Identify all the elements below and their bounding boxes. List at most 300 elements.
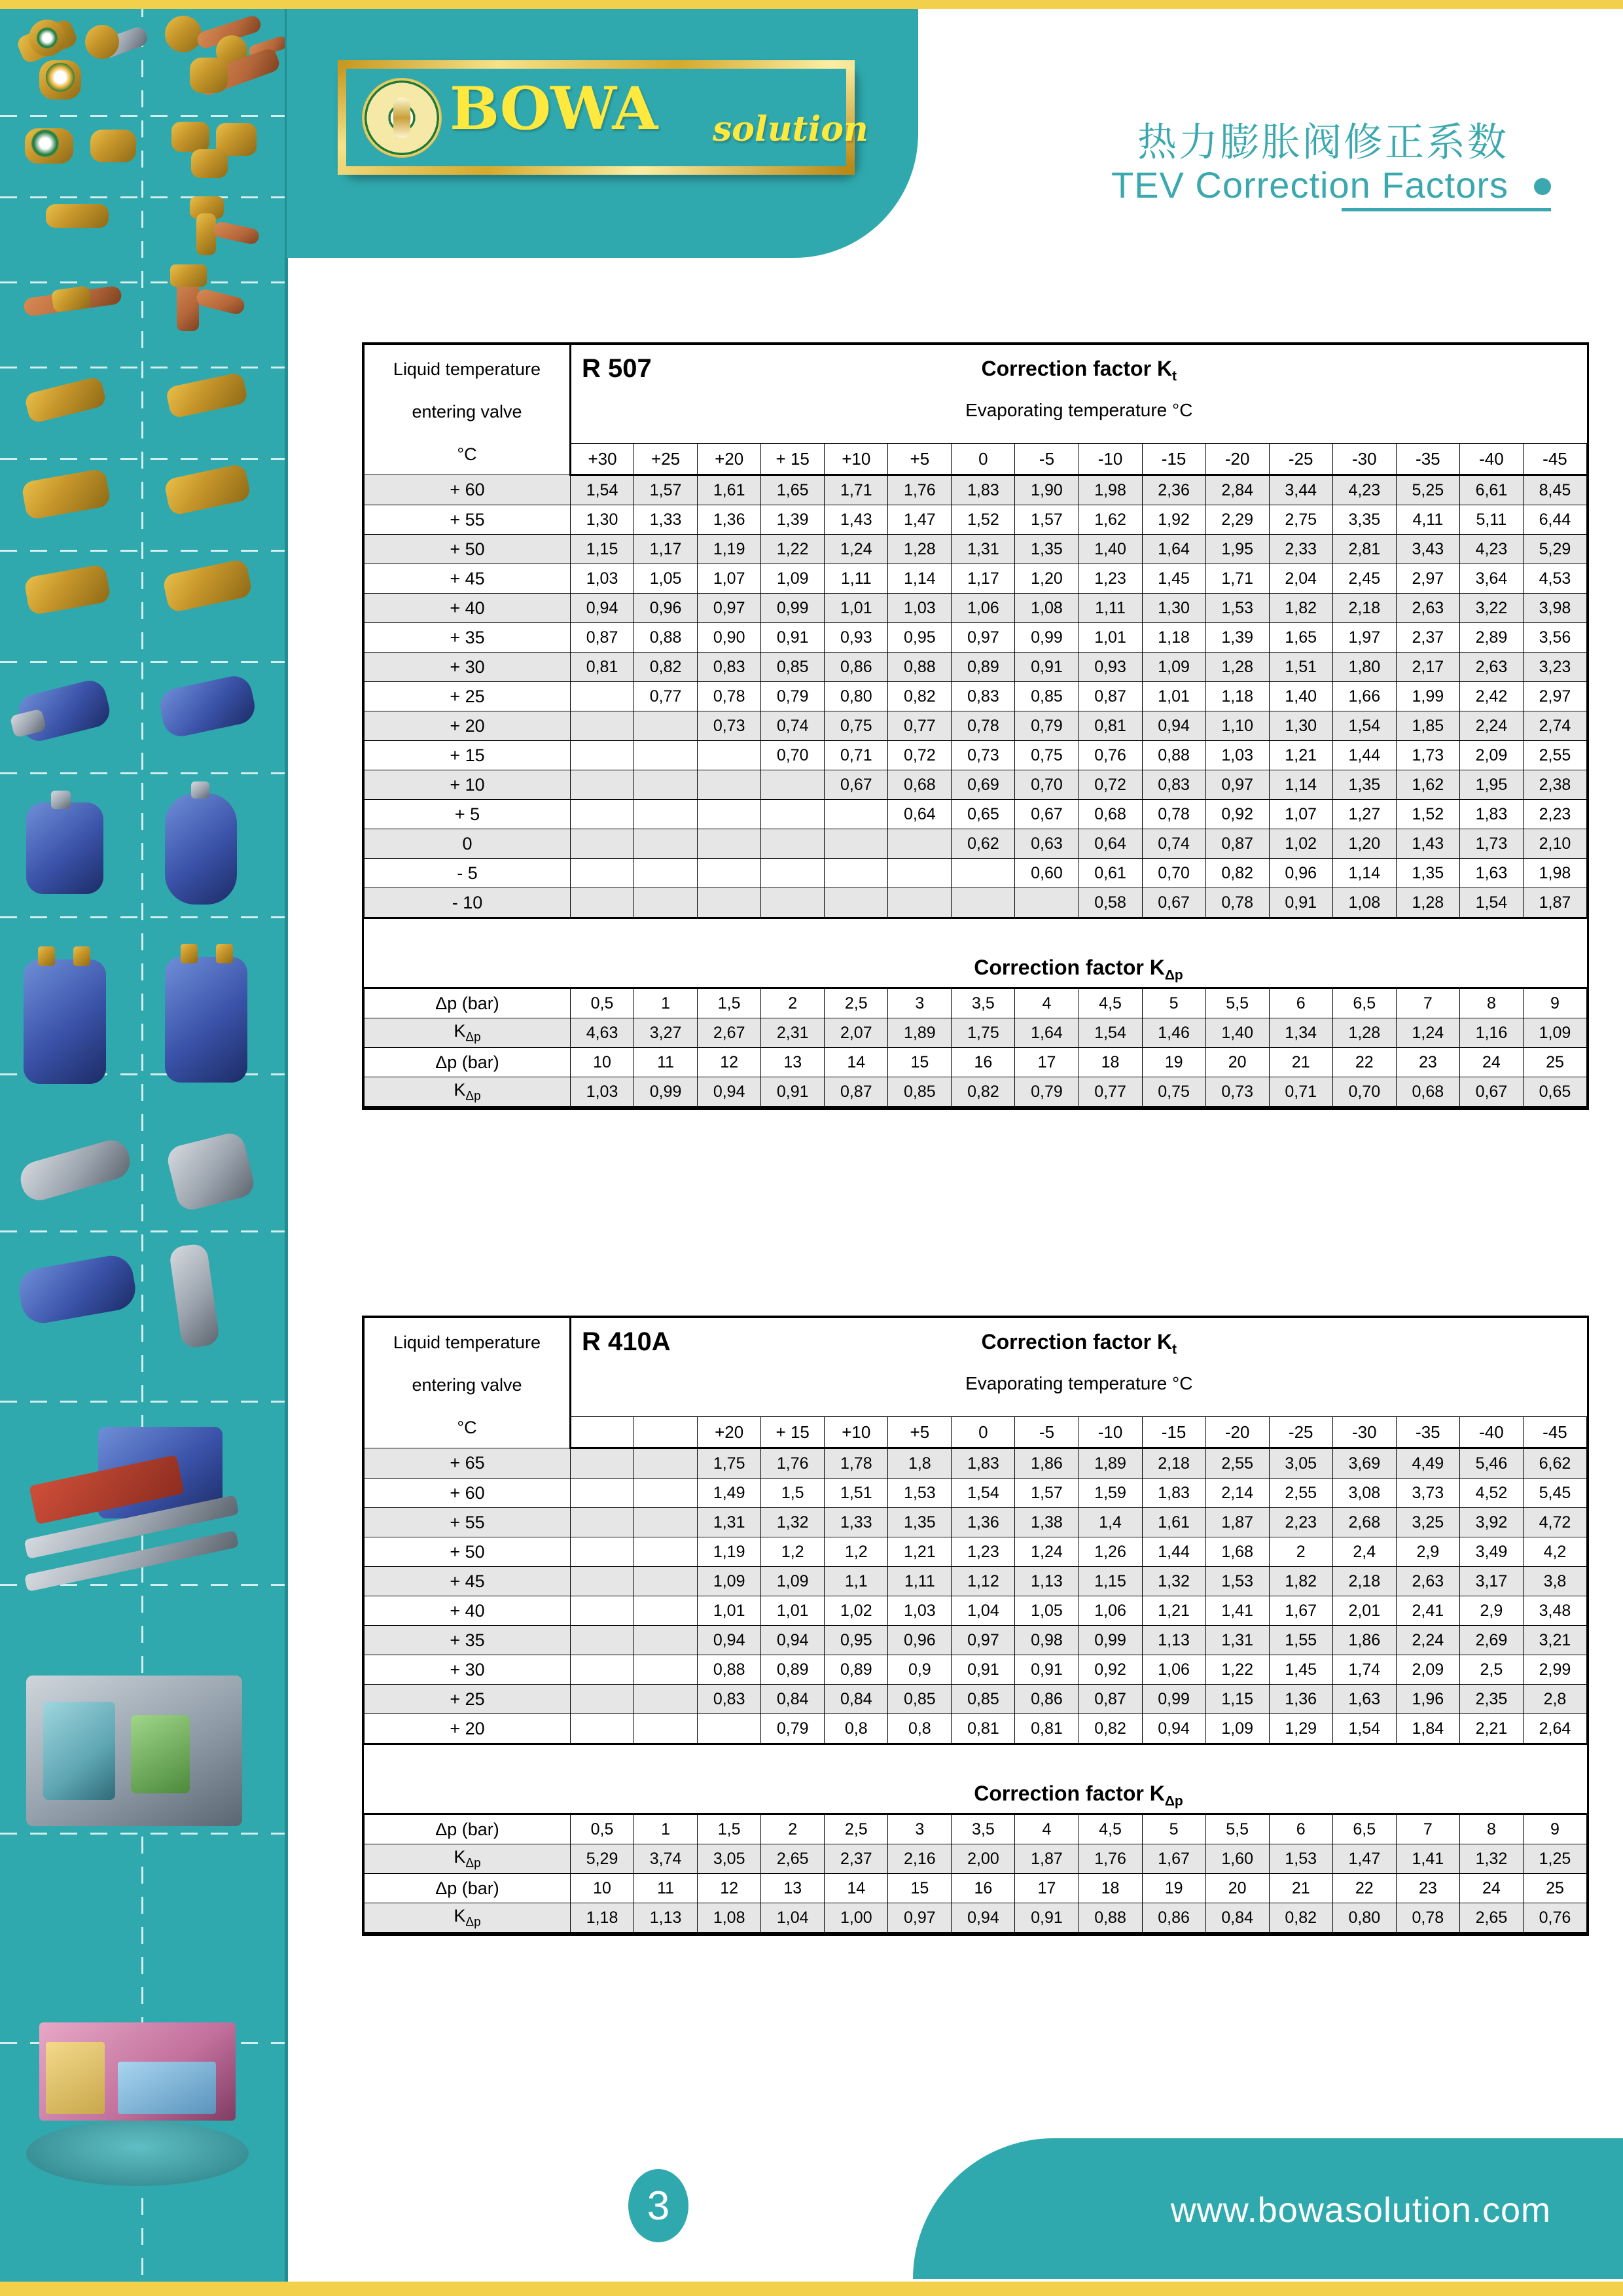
column-header: +10: [825, 444, 888, 475]
cell-kt-value: 2,14: [1205, 1479, 1269, 1508]
cell-kt-value: 0,75: [1015, 741, 1079, 770]
cell-kdp-value: 6,5: [1332, 1814, 1396, 1844]
cell-kt-value: 1,4: [1079, 1508, 1142, 1537]
cell-kdp-value: 3,5: [952, 1814, 1015, 1844]
cell-kt-value: [698, 829, 761, 859]
cell-kdp-value: 4,5: [1079, 1814, 1142, 1844]
cell-kt-value: 1,55: [1269, 1626, 1332, 1655]
kdp-title-row: [365, 1744, 1587, 1814]
column-header: -10: [1079, 444, 1142, 475]
cell-kdp-value: 1,54: [1079, 1018, 1142, 1048]
cell-kt-value: 1,30: [1142, 594, 1205, 623]
cell-kt-value: [571, 741, 634, 770]
cell-kdp-value: 18: [1079, 1874, 1142, 1903]
cell-kt-value: 2,55: [1205, 1448, 1269, 1479]
cell-kt-value: 0,73: [952, 741, 1015, 770]
table-row: [365, 505, 1587, 535]
column-header: +25: [634, 444, 698, 475]
cell-kt-value: 1,13: [1015, 1567, 1079, 1596]
cell-kt-value: 0,98: [1015, 1626, 1079, 1655]
product-render-accumulator: [165, 957, 247, 1083]
product-render-port: [181, 944, 198, 963]
cell-kt-value: 1,03: [888, 1596, 952, 1626]
sight-glass-lens-icon: [46, 63, 75, 92]
cell-kt-value: 0,67: [825, 770, 888, 800]
cell-kt-value: 1,82: [1269, 1567, 1332, 1596]
row-label-liquid-temp: + 10: [365, 770, 571, 800]
cell-kt-value: 1,95: [1459, 770, 1523, 800]
column-header: -10: [1079, 1417, 1142, 1448]
cell-kt-value: 1,53: [1205, 594, 1269, 623]
cell-kt-value: 1,32: [1142, 1567, 1205, 1596]
cell-kt-value: 1,73: [1459, 829, 1523, 859]
cell-kt-value: 0,78: [1205, 888, 1269, 918]
row-label-liquid-temp: + 40: [365, 1596, 571, 1626]
cell-kt-value: [888, 888, 952, 918]
product-render-container-module: [46, 2042, 105, 2114]
cell-kt-value: 1,87: [1523, 888, 1586, 918]
table-row: [365, 741, 1587, 770]
cell-kdp-value: 10: [571, 1874, 634, 1903]
cell-kt-value: 2,4: [1332, 1537, 1396, 1567]
cell-kt-value: 3,17: [1459, 1567, 1523, 1596]
cell-kt-value: 3,23: [1523, 653, 1586, 682]
table-row: [365, 888, 1587, 918]
cell-kt-value: 3,49: [1459, 1537, 1523, 1567]
cell-kt-value: 1,45: [1142, 564, 1205, 594]
cell-kt-value: 0,83: [698, 1685, 761, 1714]
cell-kt-value: [952, 888, 1015, 918]
cell-kt-value: 4,23: [1332, 475, 1396, 505]
cell-kt-value: 1,54: [1459, 888, 1523, 918]
table-row: [365, 682, 1587, 711]
cell-kt-value: [698, 770, 761, 800]
kdp-title-cell: [571, 1744, 1587, 1814]
cell-kt-value: 1,86: [1015, 1448, 1079, 1479]
cell-kt-value: [571, 682, 634, 711]
cell-kt-value: 1,18: [1142, 623, 1205, 653]
cell-kt-value: 0,90: [698, 623, 761, 653]
cell-kt-value: 0,70: [761, 741, 825, 770]
cell-kdp-value: 1,18: [571, 1903, 634, 1933]
cell-kt-value: 0,74: [761, 711, 825, 741]
cell-kt-value: 1,90: [1015, 475, 1079, 505]
logo-tagline: solution: [713, 109, 868, 149]
cell-kdp-value: 11: [634, 1048, 698, 1077]
kdp-title-cell: [571, 918, 1587, 988]
cell-kdp-value: 0,97: [888, 1903, 952, 1933]
table-row: [365, 1567, 1587, 1596]
cell-kdp-value: 0,5: [571, 988, 634, 1018]
cell-kt-value: 2,64: [1523, 1714, 1586, 1744]
cell-kt-value: 0,96: [634, 594, 698, 623]
cell-kt-value: 0,91: [1015, 653, 1079, 682]
cell-kt-value: 1,53: [888, 1479, 952, 1508]
cell-kt-value: 1,15: [1079, 1567, 1142, 1596]
cell-kdp-value: 9: [1523, 988, 1586, 1018]
cell-kt-value: 1,19: [698, 535, 761, 564]
cell-kt-value: 2,8: [1523, 1685, 1586, 1714]
cell-kdp-value: 11: [634, 1874, 698, 1903]
cell-kt-value: 0,84: [825, 1685, 888, 1714]
cell-kt-value: 2,37: [1396, 623, 1459, 653]
cell-kdp-value: 1,5: [698, 988, 761, 1018]
cell-kt-value: 1,22: [1205, 1655, 1269, 1685]
cell-kt-value: [888, 859, 952, 888]
cell-kt-value: [698, 800, 761, 829]
cell-kdp-value: 13: [761, 1874, 825, 1903]
cell-kt-value: 3,92: [1459, 1508, 1523, 1537]
cell-kt-value: 0,82: [1205, 859, 1269, 888]
header-brand-panel: [287, 9, 918, 258]
cell-kdp-value: 21: [1269, 1048, 1332, 1077]
cell-kt-value: [571, 1685, 634, 1714]
cell-kt-value: 2,63: [1396, 594, 1459, 623]
cell-kt-value: [571, 859, 634, 888]
cell-kt-value: [698, 741, 761, 770]
cell-kt-value: 0,79: [761, 682, 825, 711]
cell-kt-value: 4,53: [1523, 564, 1586, 594]
cell-kdp-value: 0,77: [1079, 1077, 1142, 1107]
cell-kdp-value: 1: [634, 988, 698, 1018]
cell-kt-value: 2,55: [1523, 741, 1586, 770]
table-row: [365, 535, 1587, 564]
sidebar-grid-hline: [0, 916, 287, 918]
product-render-sight-glass: [165, 16, 202, 52]
cell-kt-value: 2,29: [1205, 505, 1269, 535]
cell-kt-value: 2,41: [1396, 1596, 1459, 1626]
cell-kdp-value: 3,05: [698, 1844, 761, 1874]
table-row: [365, 800, 1587, 829]
cell-kt-value: [571, 711, 634, 741]
cell-kt-value: [571, 1714, 634, 1744]
product-render-receiver: [165, 793, 237, 905]
product-render-sight-glass: [85, 25, 119, 59]
cell-kt-value: 0,95: [825, 1626, 888, 1655]
cell-kt-value: 0,89: [825, 1655, 888, 1685]
product-render-copper-tube: [212, 221, 260, 245]
page-number: 3: [647, 2183, 670, 2229]
cell-kt-value: 1,11: [825, 564, 888, 594]
cell-kdp-value: 0,82: [952, 1077, 1015, 1107]
cell-kt-value: 2,84: [1205, 475, 1269, 505]
cell-kdp-value: 1: [634, 1814, 698, 1844]
product-render-copper-tube: [195, 287, 246, 315]
cell-kt-value: 1,44: [1142, 1537, 1205, 1567]
cell-kt-value: 1,44: [1332, 741, 1396, 770]
row-label-liquid-temp: + 60: [365, 475, 571, 505]
cell-kt-value: 1,03: [571, 564, 634, 594]
product-render-valve: [165, 372, 248, 419]
cell-kdp-value: 3: [888, 988, 952, 1018]
correction-factor-kdp-label: Correction factor $K_{\Delta p}$: [974, 1781, 1183, 1808]
row-label-liquid-temp: + 45: [365, 564, 571, 594]
product-render-oil-separator: [16, 1252, 139, 1326]
column-header: -5: [1015, 1417, 1079, 1448]
cell-kdp-value: 20: [1205, 1048, 1269, 1077]
column-header: -45: [1523, 444, 1586, 475]
column-header: 0: [952, 1417, 1015, 1448]
cell-kdp-value: 1,00: [825, 1903, 888, 1933]
row-label-liquid-temp: + 40: [365, 594, 571, 623]
product-render-connector: [46, 204, 109, 228]
cell-kt-value: 5,29: [1523, 535, 1586, 564]
cell-kt-value: 1,43: [1396, 829, 1459, 859]
cell-kt-value: 0,88: [698, 1655, 761, 1685]
cell-kt-value: 2,23: [1269, 1508, 1332, 1537]
cell-kt-value: [571, 1448, 634, 1479]
cell-kt-value: 4,52: [1459, 1479, 1523, 1508]
cell-kdp-value: 1,67: [1142, 1844, 1205, 1874]
cell-kdp-value: 2,31: [761, 1018, 825, 1048]
top-accent-strip: [0, 0, 1623, 9]
cell-kt-value: [571, 1596, 634, 1626]
cell-kt-value: 2,68: [1332, 1508, 1396, 1537]
row-label-liquid-temp: + 15: [365, 741, 571, 770]
table-row: [365, 623, 1587, 653]
cell-kdp-value: 23: [1396, 1874, 1459, 1903]
cell-kt-value: [634, 1714, 698, 1744]
correction-factor-header: [571, 345, 1587, 444]
row-label-liquid-temp: + 50: [365, 1537, 571, 1567]
cell-kt-value: 1,57: [1015, 505, 1079, 535]
cell-kdp-value: 5,5: [1205, 988, 1269, 1018]
cell-kt-value: 1,28: [1396, 888, 1459, 918]
cell-kt-value: 6,62: [1523, 1448, 1586, 1479]
column-header: -15: [1142, 1417, 1205, 1448]
cell-kt-value: 1,85: [1396, 711, 1459, 741]
cell-kt-value: 1,98: [1523, 859, 1586, 888]
cell-kdp-value: 1,03: [571, 1077, 634, 1107]
cell-kt-value: [761, 770, 825, 800]
cell-kt-value: 0,99: [1142, 1685, 1205, 1714]
cell-kt-value: 1,66: [1332, 682, 1396, 711]
row-label-liquid-temp: + 20: [365, 711, 571, 741]
product-render-cap: [191, 149, 228, 178]
table-row: [365, 859, 1587, 888]
cell-kt-value: 5,11: [1459, 505, 1523, 535]
cell-kt-value: 0,85: [888, 1685, 952, 1714]
cell-kt-value: 3,48: [1523, 1596, 1586, 1626]
cell-kt-value: [761, 829, 825, 859]
cell-kt-value: 0,97: [952, 623, 1015, 653]
cell-kt-value: 0,85: [952, 1685, 1015, 1714]
cell-kt-value: 1,05: [1015, 1596, 1079, 1626]
cell-kt-value: 1,14: [888, 564, 952, 594]
cell-kdp-value: 15: [888, 1874, 952, 1903]
cell-kdp-value: 1,41: [1396, 1844, 1459, 1874]
cell-kt-value: [634, 1626, 698, 1655]
cell-kdp-value: 0,84: [1205, 1903, 1269, 1933]
cell-kt-value: [571, 800, 634, 829]
cell-kdp-value: 4: [1015, 1814, 1079, 1844]
cell-kdp-value: 9: [1523, 1814, 1586, 1844]
kdp-row-label: $K_{\Delta p}$: [365, 1018, 571, 1048]
cell-kt-value: [571, 1479, 634, 1508]
cell-kt-value: 1,92: [1142, 505, 1205, 535]
cell-kt-value: 1,09: [698, 1567, 761, 1596]
cell-kt-value: 0,77: [634, 682, 698, 711]
cell-kt-value: 1,8: [888, 1448, 952, 1479]
cell-kt-value: 1,36: [698, 505, 761, 535]
cell-kt-value: 0,79: [1015, 711, 1079, 741]
kdp-row: [365, 1903, 1587, 1933]
cell-kt-value: 1,30: [571, 505, 634, 535]
cell-kdp-value: 0,78: [1396, 1903, 1459, 1933]
kdp-row: [365, 1844, 1587, 1874]
table-row: [365, 653, 1587, 682]
cell-kdp-value: 0,75: [1142, 1077, 1205, 1107]
cell-kt-value: 2,04: [1269, 564, 1332, 594]
cell-kt-value: [634, 800, 698, 829]
cell-kt-value: [761, 859, 825, 888]
column-header: + 15: [761, 1417, 825, 1448]
cell-kt-value: 1,95: [1205, 535, 1269, 564]
product-image-sidebar: [0, 0, 287, 2296]
cell-kdp-value: 12: [698, 1048, 761, 1077]
cell-kt-value: 1,06: [1079, 1596, 1142, 1626]
cell-kt-value: 1,39: [761, 505, 825, 535]
footer-website-url[interactable]: www.bowasolution.com: [1170, 2191, 1551, 2230]
r410a-table: [364, 1318, 1587, 1934]
sidebar-grid-hline: [0, 772, 287, 774]
cell-kt-value: 2,81: [1332, 535, 1396, 564]
cell-kdp-value: 1,08: [698, 1903, 761, 1933]
row-label-liquid-temp: + 35: [365, 623, 571, 653]
cell-kt-value: 1,99: [1396, 682, 1459, 711]
cell-kt-value: 1,74: [1332, 1655, 1396, 1685]
cell-kdp-value: 0,68: [1396, 1077, 1459, 1107]
cell-kt-value: 2,42: [1459, 682, 1523, 711]
kdp-row-label: Δp (bar): [365, 1814, 571, 1844]
cell-kt-value: 1,35: [888, 1508, 952, 1537]
cell-kdp-value: 25: [1523, 1874, 1586, 1903]
cell-kt-value: 2,09: [1396, 1655, 1459, 1685]
cell-kt-value: 1,02: [825, 1596, 888, 1626]
liquid-temp-line1: Liquid temperature: [393, 1333, 541, 1352]
kdp-row-label: $K_{\Delta p}$: [365, 1077, 571, 1107]
row-label-liquid-temp: + 65: [365, 1448, 571, 1479]
cell-kt-value: 3,44: [1269, 475, 1332, 505]
cell-kdp-value: 0,88: [1079, 1903, 1142, 1933]
cell-kt-value: 0,74: [1142, 829, 1205, 859]
cell-kt-value: 1,35: [1015, 535, 1079, 564]
liquid-temp-line2: entering valve: [412, 1375, 522, 1395]
cell-kt-value: 1,23: [952, 1537, 1015, 1567]
cell-kt-value: 1,54: [1332, 1714, 1396, 1744]
sidebar-grid-hline: [0, 281, 287, 283]
sidebar-grid-vline: [141, 0, 143, 2296]
cell-kdp-value: 8: [1459, 988, 1523, 1018]
product-render-valve-port: [191, 781, 209, 798]
cell-kt-value: 1,98: [1079, 475, 1142, 505]
cell-kdp-value: 0,94: [952, 1903, 1015, 1933]
sidebar-grid-hline: [0, 1401, 287, 1403]
cell-kt-value: 1,07: [1269, 800, 1332, 829]
cell-kt-value: 3,56: [1523, 623, 1586, 653]
cell-kt-value: 6,61: [1459, 475, 1523, 505]
cell-kdp-value: 1,46: [1142, 1018, 1205, 1048]
cell-kdp-value: 2: [761, 1814, 825, 1844]
cell-kt-value: 1,75: [698, 1448, 761, 1479]
sidebar-grid-hline: [0, 661, 287, 663]
cell-kdp-value: 4: [1015, 988, 1079, 1018]
cell-kt-value: [634, 829, 698, 859]
cell-kt-value: 0,94: [761, 1626, 825, 1655]
cell-kt-value: 2,18: [1142, 1448, 1205, 1479]
table-r507: [362, 342, 1589, 1110]
cell-kdp-value: 0,85: [888, 1077, 952, 1107]
column-header: 0: [952, 444, 1015, 475]
cell-kt-value: 0,96: [1269, 859, 1332, 888]
kdp-row-label: $K_{\Delta p}$: [365, 1903, 571, 1933]
product-render-cap: [171, 122, 209, 152]
cell-kt-value: 1,71: [1205, 564, 1269, 594]
cell-kdp-value: 5,5: [1205, 1814, 1269, 1844]
cell-kt-value: 1,21: [888, 1537, 952, 1567]
cell-kt-value: 1,62: [1396, 770, 1459, 800]
cell-kt-value: 2,24: [1396, 1626, 1459, 1655]
cell-kt-value: 1,51: [1269, 653, 1332, 682]
cell-kt-value: [698, 1714, 761, 1744]
cell-kdp-value: 19: [1142, 1048, 1205, 1077]
column-header: [571, 1417, 634, 1448]
cell-kt-value: 1,63: [1459, 859, 1523, 888]
medallion-core-icon: [393, 98, 410, 138]
product-render-port: [38, 946, 55, 966]
cell-kt-value: 1,17: [952, 564, 1015, 594]
cell-kt-value: [571, 1537, 634, 1567]
cell-kt-value: 1,38: [1015, 1508, 1079, 1537]
kdp-row-label: $K_{\Delta p}$: [365, 1844, 571, 1874]
cell-kt-value: 0,87: [1079, 1685, 1142, 1714]
cell-kt-value: 0,81: [1015, 1714, 1079, 1744]
cell-kt-value: 1,73: [1396, 741, 1459, 770]
table-row: [365, 1685, 1587, 1714]
cell-kt-value: 5,46: [1459, 1448, 1523, 1479]
cell-kdp-value: 0,70: [1332, 1077, 1396, 1107]
cell-kt-value: 2,63: [1396, 1567, 1459, 1596]
cell-kt-value: 0,95: [888, 623, 952, 653]
cell-kdp-value: 1,53: [1269, 1844, 1332, 1874]
sidebar-grid-hline: [0, 550, 287, 552]
column-header: -30: [1332, 1417, 1396, 1448]
cell-kdp-value: 5,29: [571, 1844, 634, 1874]
cell-kdp-value: 20: [1205, 1874, 1269, 1903]
cell-kt-value: 0,78: [952, 711, 1015, 741]
cell-kdp-value: 2: [761, 988, 825, 1018]
cell-kt-value: 1,36: [952, 1508, 1015, 1537]
cell-kt-value: 0,83: [952, 682, 1015, 711]
cell-kt-value: 1,01: [698, 1596, 761, 1626]
cell-kt-value: 0,62: [952, 829, 1015, 859]
logo-wordmark: BOWA: [450, 74, 658, 143]
cell-kt-value: 2,23: [1523, 800, 1586, 829]
cell-kt-value: [571, 770, 634, 800]
row-label-liquid-temp: + 35: [365, 1626, 571, 1655]
cell-kt-value: 4,2: [1523, 1537, 1586, 1567]
cell-kt-value: 0,68: [888, 770, 952, 800]
cell-kt-value: 3,05: [1269, 1448, 1332, 1479]
correction-factor-kt-label: Correction factor $K_t$: [981, 357, 1177, 384]
cell-kt-value: 0,70: [1015, 770, 1079, 800]
cell-kt-value: 1,09: [1142, 653, 1205, 682]
cell-kt-value: 0,84: [761, 1685, 825, 1714]
cell-kt-value: 3,22: [1459, 594, 1523, 623]
product-render-valve: [24, 376, 107, 424]
cell-kt-value: 1,06: [1142, 1655, 1205, 1685]
cell-kt-value: 1,01: [1079, 623, 1142, 653]
